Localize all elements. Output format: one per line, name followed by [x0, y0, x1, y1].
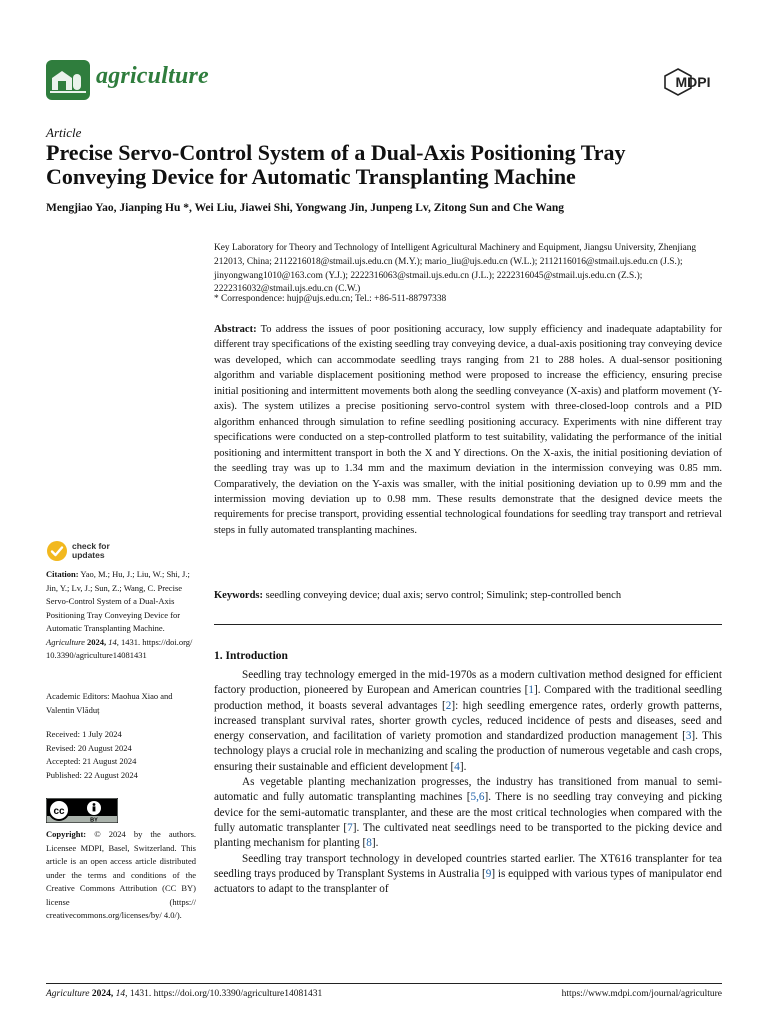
date-received: Received: 1 July 2024 — [46, 729, 122, 739]
correspondence: * Correspondence: hujp@ujs.edu.cn; Tel.: +86-511-88797338 — [214, 294, 447, 304]
journal-logo-icon — [46, 60, 90, 100]
section-divider — [214, 624, 722, 625]
check-for-updates-button[interactable] — [46, 540, 136, 564]
article-title: Precise Servo-Control System of a Dual-Axis Positioning Tray Conveying Device for Automatic Transplanting Machine — [46, 140, 626, 189]
paragraph: As vegetable planting mechanization progresses, the industry has transitioned from manual to semi-automatic and fully automatic transplanting machines [5,6]. There is no seedling tray conveying and picking device for the semi-automatic transplanter, and these are the most critical technologies when compared with the fully automatic transplanter [7]. The cultivated neat seedlings need to be transported to the picking device and planting mechanism for planting [8]. — [214, 776, 723, 850]
footer-journal: Agriculture — [46, 989, 90, 999]
journal-name: agriculture — [96, 63, 209, 89]
footer-divider — [46, 983, 722, 984]
mdpi-logo-icon — [664, 68, 722, 96]
abstract — [214, 322, 722, 538]
cc-by-license-icon[interactable] — [46, 798, 118, 823]
keywords-text: seedling conveying device; dual axis; servo control; Simulink; step-controlled bench — [265, 590, 622, 601]
reference-link[interactable]: 1 — [528, 684, 534, 697]
reference-link[interactable]: 2 — [445, 699, 452, 712]
copyright-label: Copyright: — [46, 829, 87, 839]
section-heading: 1. Introduction — [214, 650, 288, 662]
keywords — [214, 590, 722, 601]
svg-text:cc: cc — [53, 806, 65, 817]
reference-link[interactable]: 8 — [366, 837, 372, 850]
check-updates-icon — [46, 540, 68, 562]
citation-label: Citation: — [46, 569, 79, 579]
reference-link[interactable]: 9 — [485, 867, 492, 880]
check-updates-line2: updates — [72, 550, 105, 560]
affiliation: Key Laboratory for Theory and Technology of Intelligent Agricultural Machinery and Equipment, Jiangsu University, Zhenjiang 212013, China; 2112216018@stmail.ujs.edu.cn (M.Y.); mario_liu@ujs.edu.cn (W.L.); 2112116016@stmail.ujs.edu.cn (J.S.); jinyongwang1010@163.com (Y.J.); 2222316063@stmail.ujs.edu.cn (J.L.); 2222316045@stmail.ujs.edu.cn (Z.S.); 2222316032@stmail.ujs.edu.cn (C.W.) — [214, 243, 697, 295]
publisher-name: MDPI — [675, 74, 711, 90]
footer-doi[interactable]: 1431. https://doi.org/10.3390/agriculture14081431 — [129, 989, 323, 999]
citation-doi[interactable]: 1431. https://doi.org/ 10.3390/agriculture14081431 — [46, 636, 193, 660]
publication-dates — [46, 728, 196, 782]
reference-link[interactable]: 5,6 — [470, 791, 485, 804]
academic-editors: Academic Editors: Maohua Xiao and Valentin Vlăduț — [46, 691, 173, 715]
keywords-label: Keywords: — [214, 590, 263, 601]
citation-journal: Agriculture — [46, 636, 85, 647]
introduction-body — [214, 668, 722, 897]
footer-volume: 14, — [115, 989, 128, 999]
paragraph: Seedling tray technology emerged in the mid-1970s as a modern cultivation method designed for efficient factory production, pioneered by European and American countries [1]. Compared with the traditional seedling production method, it boasts several advantages [2]: high seedling emergence rates, orderly growth patterns, increased transplant survival rates, shorter growth cycles, reduced incidence of pests and diseases, seed and energy conservation, and facilitation of variety promotion and standardized production management [3]. This technology plays a crucial role in mechanizing and scaling the production of numerous vegetable and cash crops, ensuring their sustainable and efficient development [4]. — [214, 669, 722, 773]
reference-link[interactable]: 3 — [685, 730, 692, 743]
citation — [46, 568, 196, 663]
citation-year: 2024, — [87, 636, 107, 647]
footer-journal-url[interactable]: https://www.mdpi.com/journal/agriculture — [561, 989, 722, 999]
footer-citation — [46, 989, 322, 999]
citation-text: Yao, M.; Hu, J.; Liu, W.; Shi, J.; Jin, Y.; Lv, J.; Sun, Z.; Wang, C. Precise Servo-Control System of a Dual-Axis Positioning Tray Conveying Device for Automatic Transplanting Machine. — [46, 569, 190, 633]
copyright-text: © 2024 by the authors. Licensee MDPI, Basel, Switzerland. This article is an open access article distributed under the terms and conditions of the Creative Commons Attribution (CC BY) license (https:// creativecommons.org/licenses/by/ 4.0/). — [46, 829, 196, 920]
abstract-text: To address the issues of poor positioning accuracy, low supply efficiency and inadequate adaptability for different tray specifications of the existing seedling tray conveying device, a dual-axis positioning tray conveying device was developed, which can accommodate seedling trays ranging from 21 to 288 holes. A dual-sensor positioning algorithm and variable displacement positioning method were proposed to increase the efficiency, ensuring precise initial positioning and intermittent movements both along the seedling conveyance (X-axis) and platform movement (Y-axis). The system utilizes a precise positioning servo-control system with three-closed-loop controls and a PID algorithm enhanced through simulation to refine seedling positioning accuracy. Experiments with nine different tray specifications were conducted on a step-controlled platform to test suitability, validating the performance of the initial positioning and intermittent transport in both the X and Y directions. On the X-axis, the initial positioning deviation of the seedling tray was up to 1.34 mm and the maximum deviation in the intermission conveying was 0.85 mm. Comparatively, the deviation on the Y-axis was smaller, with the initial positioning deviation up to 0.99 mm and the intermission moving deviation up to 0.98 mm. These results demonstrate that the designed device meets the requirements for precise transport, providing essential technological foundations for seedling tray transport and retrieval steps in fully automated transplanting machines. — [214, 324, 722, 536]
check-updates-line1: check for — [72, 541, 110, 551]
date-published: Published: 22 August 2024 — [46, 769, 138, 780]
abstract-label: Abstract: — [214, 324, 257, 335]
copyright — [46, 828, 196, 923]
date-accepted: Accepted: 21 August 2024 — [46, 756, 137, 766]
reference-link[interactable]: 7 — [347, 821, 353, 834]
article-type: Article — [46, 125, 82, 140]
reference-link[interactable]: 4 — [454, 760, 460, 773]
paragraph: Seedling tray transport technology in developed countries started earlier. The XT616 transplanter for tea seedling trays produced by Transplant Systems in Australia [9] is equipped with various types of manipulator end actuators to adapt to the transplanter of — [214, 852, 722, 896]
author-list: Mengjiao Yao, Jianping Hu *, Wei Liu, Jiawei Shi, Yongwang Jin, Junpeng Lv, Zitong Sun and Che Wang — [46, 202, 564, 214]
footer-year: 2024, — [91, 989, 114, 999]
citation-volume: 14, — [108, 636, 119, 647]
license-badge-label: BY — [90, 817, 98, 823]
date-revised: Revised: 20 August 2024 — [46, 742, 132, 753]
